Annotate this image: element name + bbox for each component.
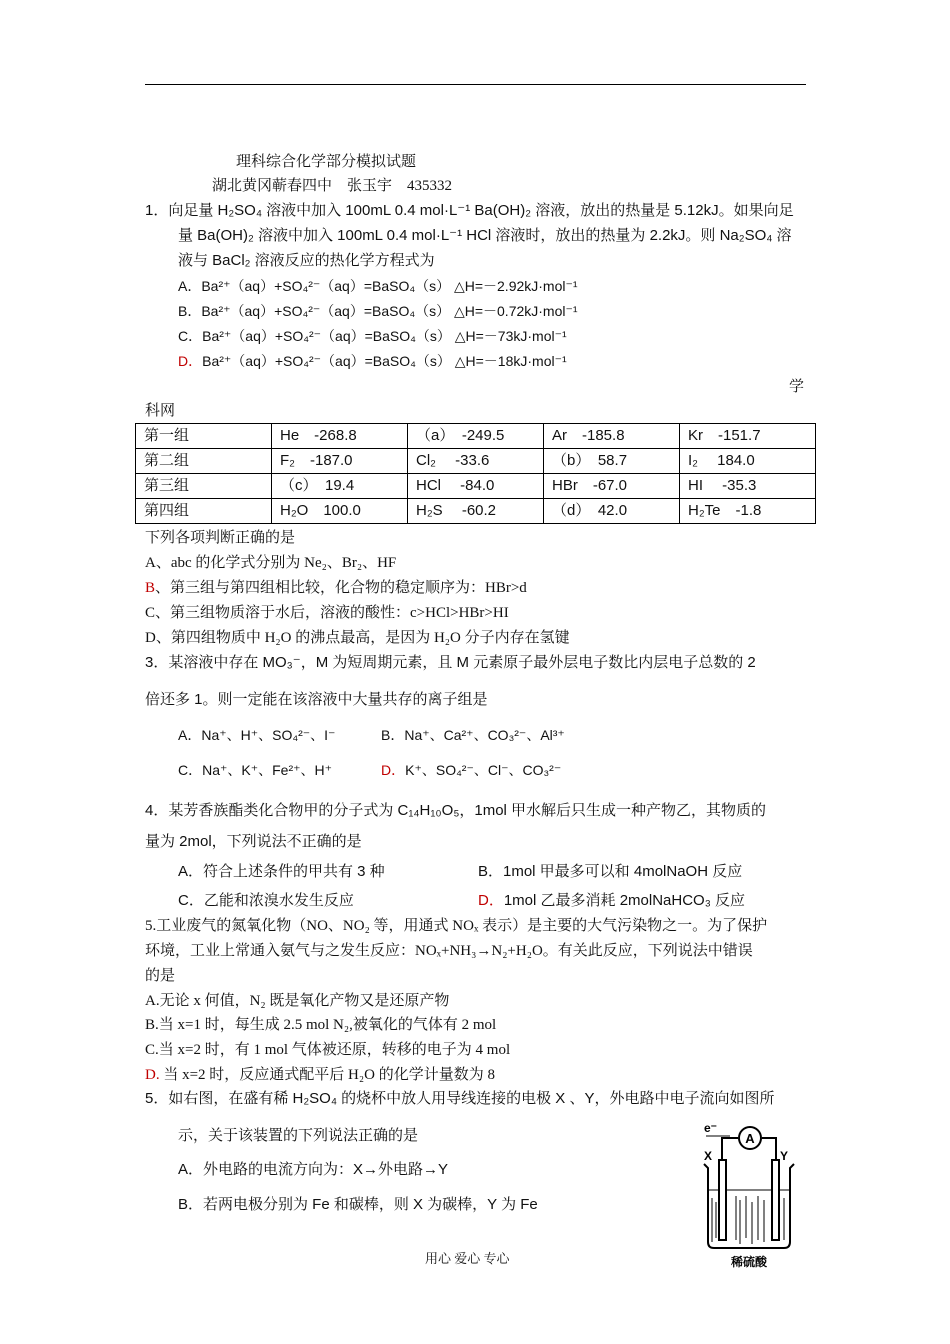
option-letter: D. — [145, 1067, 160, 1083]
option-letter: D． — [478, 892, 504, 909]
q4-stem-line2: 量为 2mol，下列说法不正确的是 — [145, 833, 362, 850]
table-cell: HBr -67.0 — [544, 474, 680, 499]
table-cell: 第三组 — [136, 474, 272, 499]
table-cell: Ar -185.8 — [544, 424, 680, 449]
table-cell: HI -35.3 — [680, 474, 816, 499]
q6-stem-line2: 示，关于该装置的下列说法正确的是 — [178, 1127, 419, 1144]
electrode-y-label: Y — [780, 1149, 789, 1163]
q2-option-b — [145, 578, 527, 598]
q5-stem-line2: 环境，工业上常通入氨气与之发生反应：NOₓ+NH₃→N₂+H₂O。有关此反应，下列说法中错误 — [145, 943, 753, 959]
q5-option-b: B.当 x=1 时，每生成 2.5 mol N₂,被氧化的气体有 2 mol — [145, 1017, 497, 1033]
q3-stem-line1: 3．某溶液中存在 MO₃⁻，M 为短周期元素，且 M 元素原子最外层电子数比内层电子总数的 2 — [145, 654, 756, 671]
option-letter: A． — [178, 278, 202, 294]
q1-option-c — [178, 326, 567, 346]
page-title: 理科综合化学部分模拟试题 — [236, 154, 417, 170]
ammeter-label: A — [745, 1131, 755, 1146]
q5-option-c: C.当 x=2 时，有 1 mol 气体被还原，转移的电子为 4 mol — [145, 1042, 511, 1058]
table-cell: Kr -151.7 — [680, 424, 816, 449]
option-text: K⁺、SO₄²⁻、Cl⁻、CO₃²⁻ — [405, 762, 562, 778]
q3-option-b: B．Na⁺、Ca²⁺、CO₃²⁻、Al³⁺ — [381, 727, 565, 743]
q5-option-d — [145, 1065, 495, 1085]
electrode-x — [719, 1160, 726, 1240]
q4-option-a: A．符合上述条件的甲共有 3 种 — [178, 863, 385, 880]
beaker-icon — [704, 1164, 794, 1248]
table-cell: （c） 19.4 — [272, 474, 408, 499]
table-row — [136, 499, 816, 524]
table-cell: H₂S -60.2 — [408, 499, 544, 524]
page-footer: 用心 爱心 专心 — [425, 1251, 510, 1266]
q3-stem-line2: 倍还多 1。则一定能在该溶液中大量共存的离子组是 — [145, 691, 488, 708]
q2-option-c: C、第三组物质溶于水后，溶液的酸性：c>HCl>HBr>HI — [145, 605, 509, 621]
electron-label: e⁻ — [704, 1121, 718, 1135]
option-text: Ba²⁺（aq）+SO₄²⁻（aq）=BaSO₄（s） △H=－73kJ·mol⁻¹ — [202, 328, 567, 344]
table-cell: 第一组 — [136, 424, 272, 449]
q5-option-a: A.无论 x 何值，N₂ 既是氧化产物又是还原产物 — [145, 993, 450, 1009]
table-cell: （a） -249.5 — [408, 424, 544, 449]
header-rule — [145, 84, 806, 85]
table-cell: H₂O 100.0 — [272, 499, 408, 524]
table-row — [136, 424, 816, 449]
q5-stem-line3: 的是 — [145, 968, 176, 984]
q6-stem-line1: 5．如右图，在盛有稀 H₂SO₄ 的烧杯中放人用导线连接的电极 X 、Y，外电路中电子流向如图所 — [145, 1090, 775, 1107]
table-cell: F₂ -187.0 — [272, 449, 408, 474]
option-text: Ba²⁺（aq）+SO₄²⁻（aq）=BaSO₄（s） △H=－2.92kJ·mol⁻¹ — [201, 278, 578, 294]
q4-option-d — [478, 891, 745, 911]
option-text: 1mol 乙最多消耗 2molNaHCO₃ 反应 — [503, 892, 745, 909]
q1-option-b — [178, 301, 578, 321]
table-row — [136, 449, 816, 474]
author-line: 湖北黄冈蕲春四中 张玉宇 435332 — [212, 178, 453, 194]
q4-option-b: B．1mol 甲最多可以和 4molNaOH 反应 — [478, 863, 743, 880]
electrode-y — [772, 1160, 779, 1240]
option-text: 、第三组与第四组相比较，化合物的稳定顺序为：HBr>d — [155, 580, 527, 596]
table-row — [136, 474, 816, 499]
table-cell: H₂Te -1.8 — [680, 499, 816, 524]
option-letter: D． — [381, 762, 406, 778]
q4-option-c: C．乙能和浓溴水发生反应 — [178, 892, 354, 909]
q2-option-d: D、第四组物质中 H₂O 的沸点最高，是因为 H₂O 分子内存在氢键 — [145, 630, 570, 646]
table-cell: I₂ 184.0 — [680, 449, 816, 474]
table-cell: 第四组 — [136, 499, 272, 524]
q1-stem-line1: 1．向足量 H₂SO₄ 溶液中加入 100mL 0.4 mol·L⁻¹ Ba(OH)₂ 溶液，放出的热量是 5.12kJ。如果向足 — [145, 202, 794, 219]
q6-option-b: B．若两电极分别为 Fe 和碳棒，则 X 为碳棒，Y 为 Fe — [178, 1196, 538, 1213]
q3-option-d — [381, 760, 561, 780]
boiling-point-table — [135, 423, 816, 524]
table-cell: Cl₂ -33.6 — [408, 449, 544, 474]
q3-option-a: A．Na⁺、H⁺、SO₄²⁻、I⁻ — [178, 727, 336, 743]
electrode-x-label: X — [704, 1149, 713, 1163]
q1-option-d — [178, 351, 567, 371]
q4-stem-line1: 4．某芳香族酯类化合物甲的分子式为 C₁₄H₁₀O₅，1mol 甲水解后只生成一种产物乙，其物质的 — [145, 802, 767, 819]
table-cell: HCl -84.0 — [408, 474, 544, 499]
table-cell: He -268.8 — [272, 424, 408, 449]
q1-option-a — [178, 276, 578, 296]
q1-stem-line3: 液与 BaCl₂ 溶液反应的热化学方程式为 — [178, 252, 435, 269]
watermark-part2: 科网 — [145, 403, 176, 419]
option-text: Ba²⁺（aq）+SO₄²⁻（aq）=BaSO₄（s） △H=－18kJ·mol⁻¹ — [202, 353, 567, 369]
q2-stem: 下列各项判断正确的是 — [145, 530, 296, 546]
q6-option-a: A．外电路的电流方向为：X→外电路→Y — [178, 1161, 449, 1178]
option-text: Ba²⁺（aq）+SO₄²⁻（aq）=BaSO₄（s） △H=－0.72kJ·mol⁻¹ — [201, 303, 578, 319]
option-text: 当 x=2 时，反应通式配平后 H₂O 的化学计量数为 8 — [159, 1067, 495, 1083]
watermark-part1: 学 — [789, 379, 805, 395]
q3-option-c: C．Na⁺、K⁺、Fe²⁺、H⁺ — [178, 762, 333, 778]
option-letter: B． — [178, 303, 202, 319]
table-cell: （d） 42.0 — [544, 499, 680, 524]
option-letter: D． — [178, 353, 203, 369]
diagram-caption: 稀硫酸 — [730, 1255, 768, 1269]
table-cell: 第二组 — [136, 449, 272, 474]
q5-stem-line1: 5.工业废气的氮氧化物（NO、NO₂ 等，用通式 NOₓ 表示）是主要的大气污染物之一。为了保护 — [145, 918, 768, 934]
option-letter: B — [145, 580, 156, 596]
q2-option-a: A、abc 的化学式分别为 Ne₂、Br₂、HF — [145, 555, 397, 571]
q1-stem-line2: 量 Ba(OH)₂ 溶液中加入 100mL 0.4 mol·L⁻¹ HCl 溶液时，放出的热量为 2.2kJ。则 Na₂SO₄ 溶 — [178, 227, 792, 244]
table-cell: （b） 58.7 — [544, 449, 680, 474]
galvanic-cell-diagram — [700, 1120, 800, 1270]
option-letter: C． — [178, 328, 203, 344]
